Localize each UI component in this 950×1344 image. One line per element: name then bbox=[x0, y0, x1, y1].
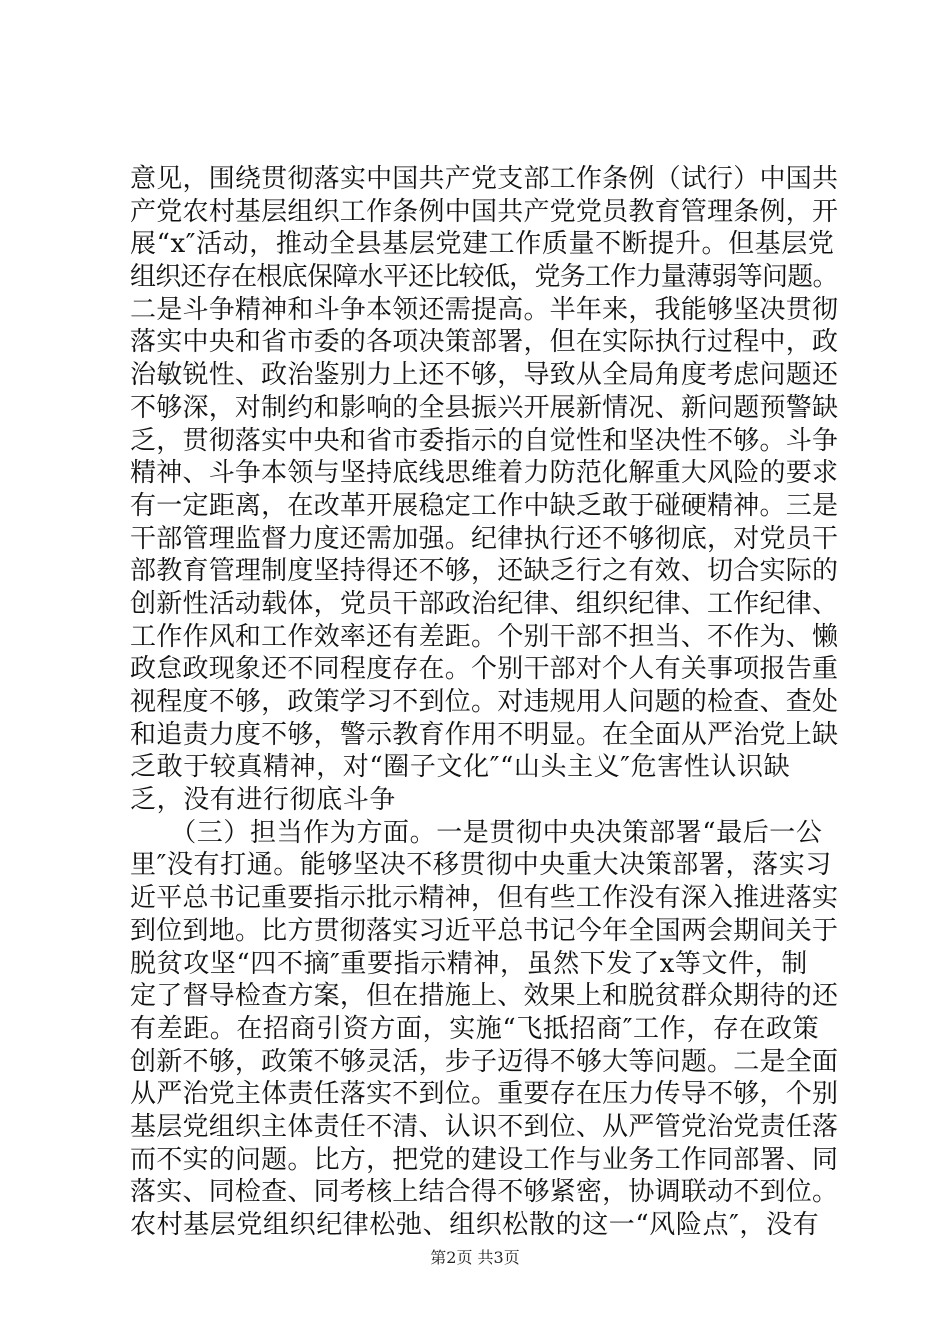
text-line: 农村基层党组织纪律松弛、组织松散的这一“风险点″，没有 bbox=[130, 1210, 820, 1240]
text-line: 脱贫攻坚“四不摘″重要指示精神，虽然下发了x等文件，制 bbox=[130, 948, 808, 979]
text-line: 乏，贯彻落实中央和省市委指示的自觉性和坚决性不够。斗争 bbox=[130, 425, 839, 456]
text-line: 里″没有打通。能够坚决不移贯彻中央重大决策部署，落实习 bbox=[130, 850, 832, 881]
text-line: 产党农村基层组织工作条例中国共产党党员教育管理条例，开 bbox=[130, 196, 839, 227]
text-line: 部教育管理制度坚持得还不够，还缺乏行之有效、切合实际的 bbox=[130, 556, 839, 587]
text-line: 乏，没有进行彻底斗争 bbox=[130, 785, 397, 816]
text-line: 近平总书记重要指示批示精神，但有些工作没有深入推进落实 bbox=[130, 883, 839, 914]
text-line: 治敏锐性、政治鉴别力上还不够，导致从全局角度考虑问题还 bbox=[130, 360, 839, 391]
text-line: 不够深，对制约和影响的全县振兴开展新情况、新问题预警缺 bbox=[130, 392, 839, 423]
text-line: 干部管理监督力度还需加强。纪律执行还不够彻底，对党员干 bbox=[130, 523, 839, 554]
text-line: 落实、同检查、同考核上结合得不够紧密，协调联动不到位。 bbox=[130, 1177, 839, 1208]
text-line: 视程度不够，政策学习不到位。对违规用人问题的检查、查处 bbox=[130, 687, 839, 717]
text-line: 乏敢于较真精神，对“圈子文化″“山头主义″危害性认识缺 bbox=[130, 752, 791, 783]
text-line: 而不实的问题。比方，把党的建设工作与业务工作同部署、同 bbox=[130, 1144, 839, 1175]
text-line: 展“x″活动，推动全县基层党建工作质量不断提升。但基层党 bbox=[130, 229, 835, 260]
text-line: 二是斗争精神和斗争本领还需提高。半年来，我能够坚决贯彻 bbox=[130, 294, 839, 325]
text-line: 到位到地。比方贯彻落实习近平总书记今年全国两会期间关于 bbox=[130, 915, 839, 946]
text-line: 意见，围绕贯彻落实中国共产党支部工作条例（试行）中国共 bbox=[130, 164, 839, 194]
text-line: 创新性活动载体，党员干部政治纪律、组织纪律、工作纪律、 bbox=[130, 588, 839, 619]
text-line: 定了督导检查方案，但在措施上、效果上和脱贫群众期待的还 bbox=[130, 981, 839, 1012]
text-line: 组织还存在根底保障水平还比较低，党务工作力量薄弱等问题。 bbox=[130, 262, 838, 293]
text-line: 基层党组织主体责任不清、认识不到位、从严管党治党责任落 bbox=[130, 1111, 839, 1142]
text-line: 落实中央和省市委的各项决策部署，但在实际执行过程中，政 bbox=[130, 327, 839, 358]
text-line: （三）担当作为方面。一是贯彻中央决策部署“最后一公 bbox=[130, 817, 823, 848]
text-line: 和追责力度不够，警示教育作用不明显。在全面从严治党上缺 bbox=[130, 719, 839, 750]
document-body bbox=[130, 163, 839, 1242]
text-line: 从严治党主体责任落实不到位。重要存在压力传导不够，个别 bbox=[130, 1079, 839, 1110]
page-footer: 第2页 共3页 bbox=[430, 1248, 520, 1267]
text-line: 政怠政现象还不同程度存在。个别干部对个人有关事项报告重 bbox=[130, 654, 839, 685]
text-line: 有差距。在招商引资方面，实施“飞抵招商″工作，存在政策 bbox=[130, 1013, 820, 1044]
text-line: 精神、斗争本领与坚持底线思维着力防范化解重大风险的要求 bbox=[130, 458, 839, 489]
text-line: 创新不够，政策不够灵活，步子迈得不够大等问题。二是全面 bbox=[130, 1046, 839, 1077]
text-line: 工作作风和工作效率还有差距。个别干部不担当、不作为、懒 bbox=[130, 621, 839, 652]
text-line: 有一定距离，在改革开展稳定工作中缺乏敢于碰硬精神。三是 bbox=[130, 490, 839, 521]
